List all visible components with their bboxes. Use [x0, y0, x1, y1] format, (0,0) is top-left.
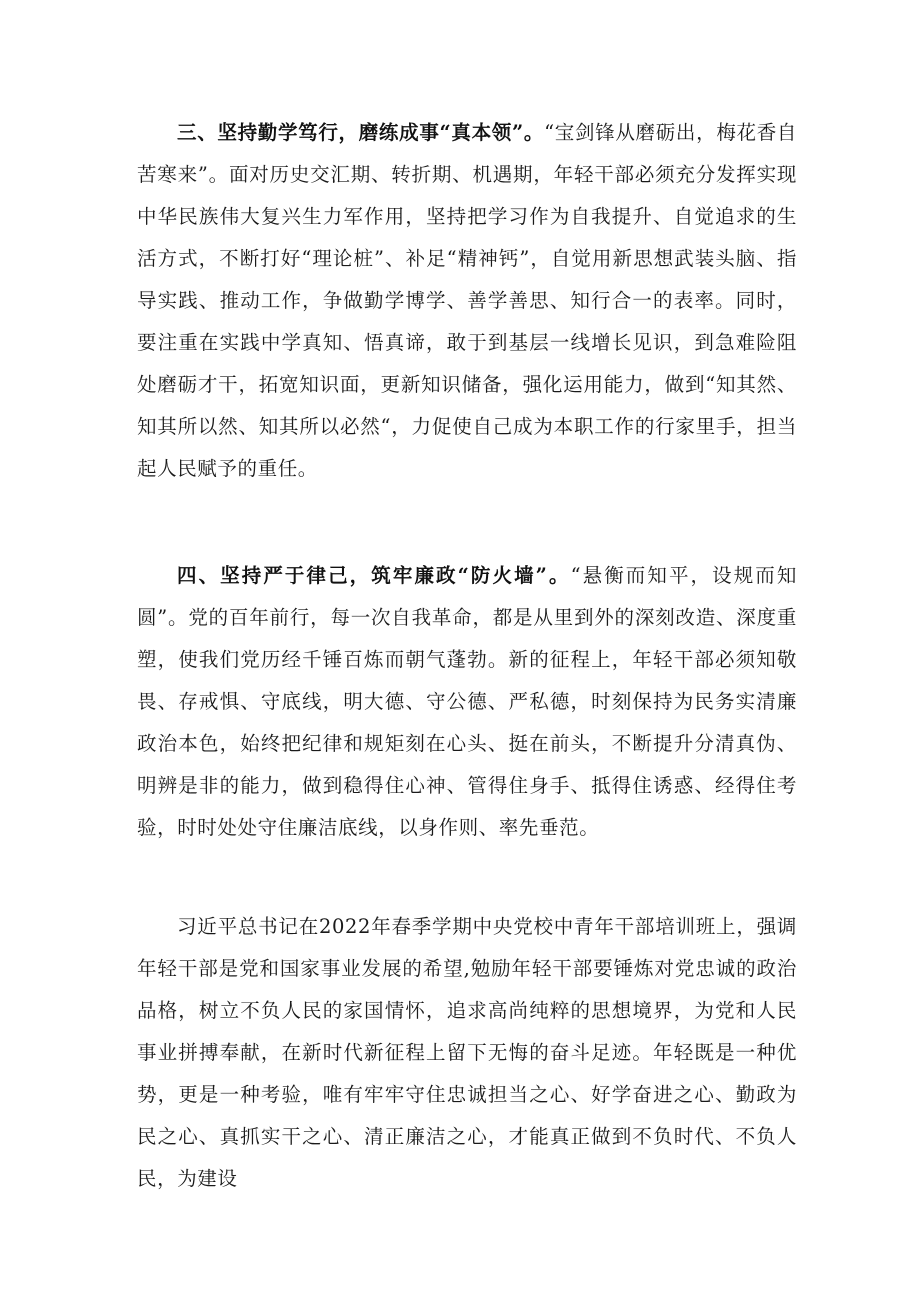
- paragraph-self-discipline: [137, 555, 797, 849]
- paragraph-body: “宝剑锋从磨砺出，梅花香自苦寒来”。面对历史交汇期、转折期、机遇期，年轻干部必须充分发挥实现中华民族伟大复兴生力军作用，坚持把学习作为自我提升、自觉追求的生活方式，不断打好“理论桩”、补足“精神钙”，自觉用新思想武装头脑、指导实践、推动工作，争做勤学博学、善学善思、知行合一的表率。同时，要注重在实践中学真知、悟真谛，敢于到基层一线增长见识，到急难险阻处磨砺才干，拓宽知识面，更新知识储备，强化运用能力，做到“知其然、知其所以然、知其所以必然“，力促使自己成为本职工作的行家里手，担当起人民赋予的重任。: [137, 121, 797, 480]
- paragraph-diligent-study: [137, 112, 797, 490]
- section-heading-three: 三、坚持勤学笃行，磨练成事“真本领”。: [177, 121, 545, 144]
- section-heading-four: 四、坚持严于律己，筑牢廉政“防火墙”。: [177, 564, 571, 587]
- paragraph-body: 习近平总书记在2022年春季学期中央党校中青年干部培训班上，强调年轻干部是党和国家事业发展的希望,勉励年轻干部要锤炼对党忠诚的政治品格，树立不负人民的家国情怀，追求高尚纯粹的思想境界，为党和人民事业拼搏奉献，在新时代新征程上留下无悔的奋斗足迹。年轻既是一种优势，更是一种考验，唯有牢牢守住忠诚担当之心、好学奋进之心、勤政为民之心、真抓实干之心、清正廉洁之心，才能真正做到不负时代、不负人民，为建设: [137, 915, 797, 1190]
- paragraph-body: “悬衡而知平，设规而知圆”。党的百年前行，每一次自我革命，都是从里到外的深刻改造、深度重塑，使我们党历经千锤百炼而朝气蓬勃。新的征程上，年轻干部必须知敬畏、存戒惧、守底线，明大德、守公德、严私德，时刻保持为民务实清廉政治本色，始终把纪律和规矩刻在心头、挺在前头，不断提升分清真伪、明辨是非的能力，做到稳得住心神、管得住身手、抵得住诱惑、经得住考验，时时处处守住廉洁底线，以身作则、率先垂范。: [137, 564, 797, 839]
- paragraph-conclusion: [137, 906, 797, 1200]
